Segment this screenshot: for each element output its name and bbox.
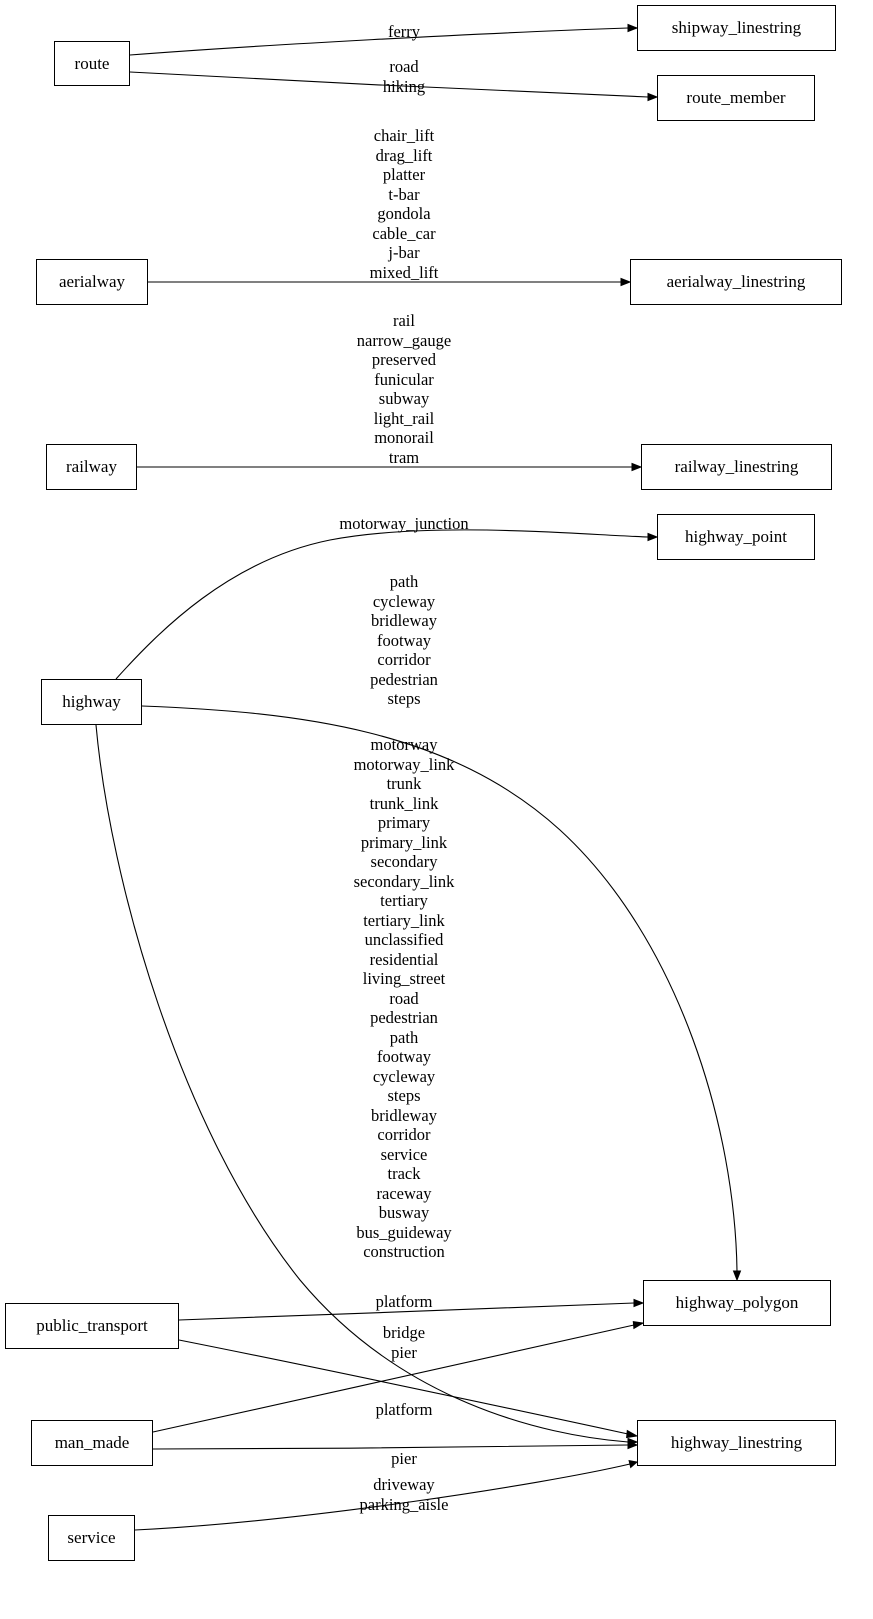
edge-label-line: tertiary [380,891,428,910]
edge-label-line: track [387,1164,421,1183]
edge-label-line: preserved [371,350,437,369]
edge-label-line: corridor [377,650,431,669]
edge-label-line: trunk_link [369,793,439,813]
edge-label-line: monorail [374,428,434,447]
edge-label-line: tram [388,447,420,467]
node-shipway-linestring[interactable] [637,5,836,51]
node-railway[interactable] [46,444,137,490]
node-aerialway-linestring[interactable] [630,259,842,305]
edge-label-line: living_street [362,969,446,988]
edge-label-public-transport-linestring [376,1400,433,1420]
edge-label-line: narrow_gauge [356,330,452,350]
edge-man-made-linestring [153,1442,637,1450]
edge-label-service-linestring [360,1475,449,1514]
node-railway-linestring[interactable] [641,444,832,490]
edge-label-line: platform [375,1400,433,1419]
edge-label-line: unclassified [364,930,444,949]
edge-label-line: cable_car [372,223,436,243]
edge-label-line: driveway [373,1475,435,1494]
edge-label-line: motorway_junction [339,514,469,533]
edge-label-line: chair_lift [373,126,435,145]
edge-label-line: bridleway [371,1105,437,1125]
node-label: highway_polygon [675,1293,799,1312]
edge-label-line: path [389,1027,419,1047]
edge-label-line: footway [376,630,432,650]
edge-label-line: residential [369,949,439,969]
edge-label-line: rail [392,311,415,330]
node-route[interactable] [54,41,130,86]
edge-label-line: motorway [370,735,438,754]
edge-label-line: path [389,572,419,591]
node-service[interactable] [48,1515,135,1561]
edge-label-line: primary_link [360,832,448,852]
edge-label-line: busway [378,1203,430,1222]
edge-label-line: primary [377,813,431,832]
node-label: man_made [54,1433,130,1452]
edge-label-line: pedestrian [370,1008,438,1027]
node-public-transport[interactable] [5,1303,179,1349]
edge-label-line: steps [387,689,421,708]
edge-label-line: road [389,988,419,1008]
edge-label-line: parking_aisle [359,1494,449,1514]
node-highway-polygon[interactable] [643,1280,831,1326]
edge-label-man-made-linestring [391,1449,417,1469]
edge-label-line: steps [387,1086,421,1105]
edge-label-line: bridleway [371,611,437,630]
edge-label-line: t-bar [388,184,420,204]
edge-label-route-route-member [383,57,425,96]
node-label: aerialway_linestring [666,272,806,291]
edge-label-line: trunk [386,774,422,793]
edge-label-line: j-bar [388,243,420,262]
edge-label-line: platter [382,165,426,184]
node-route-member[interactable] [657,75,815,121]
edge-label-public-transport-polygon [376,1292,433,1312]
edge-label-line: funicular [374,369,434,389]
edge-label-line: pedestrian [370,669,438,689]
edge-label-line: road [389,57,419,76]
edge-label-line: pier [391,1342,417,1362]
edge-label-line: service [380,1144,428,1164]
node-aerialway[interactable] [36,259,148,305]
node-label: public_transport [36,1316,148,1335]
edge-label-line: corridor [377,1125,431,1144]
edge-label-line: platform [375,1292,433,1311]
node-label: railway [66,457,117,476]
edge-label-line: secondary [370,852,438,871]
edge-label-highway-linestring [354,735,455,1262]
edge-label-line: light_rail [373,408,435,428]
edge-label-line: footway [376,1047,432,1066]
edge-label-line: pier [391,1449,417,1468]
edge-label-line: mixed_lift [369,262,439,282]
node-highway[interactable] [41,679,142,725]
edge-label-railway-linestring [357,311,451,467]
edge-label-line: ferry [387,22,421,41]
edge-label-line: raceway [376,1183,432,1203]
edge-label-highway-point [339,514,468,534]
edge-label-line: drag_lift [375,145,433,165]
edge-label-aerialway-linestring [370,126,439,282]
edge-label-line: tertiary_link [363,910,445,930]
node-label: route_member [686,88,786,107]
edge-label-line: subway [378,389,430,408]
node-label: shipway_linestring [671,18,802,37]
node-label: highway_linestring [670,1433,803,1452]
node-label: service [67,1528,116,1547]
edge-label-route-shipway [388,22,420,42]
edge-route-shipway [130,25,637,56]
edge-label-line: motorway_link [353,754,455,774]
edge-label-line: hiking [382,76,426,96]
node-label: railway_linestring [674,457,799,476]
node-label: aerialway [58,272,126,291]
node-label: highway [62,692,121,711]
edge-label-line: bridge [382,1323,426,1342]
edge-label-line: construction [363,1242,445,1261]
edge-label-line: bus_guideway [356,1222,452,1242]
edge-label-man-made-polygon [383,1323,425,1362]
edge-label-line: cycleway [372,1066,436,1086]
node-label: route [74,53,110,73]
edge-label-line: secondary_link [353,871,455,891]
edge-label-highway-polygon [370,572,438,709]
edge-label-line: gondola [377,204,431,223]
edge-label-line: cycleway [372,591,436,611]
node-man-made[interactable] [31,1420,153,1466]
node-label: highway_point [685,527,787,546]
node-highway-point[interactable] [657,514,815,560]
node-highway-linestring[interactable] [637,1420,836,1466]
